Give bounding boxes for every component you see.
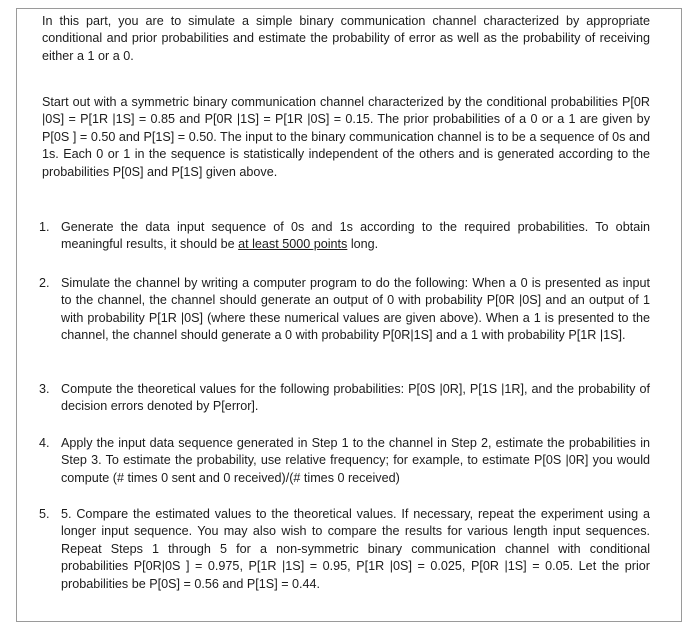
setup-paragraph: Start out with a symmetric binary communication channel characterized by the conditional probabilities P[0R |0S] = P[1R |1S] = 0.85 and P[0R |1S] = P[1R |0S] = 0.15. The prior probabilities of a 0 or a 1 are given by P[0S ] = 0.50 and P[1S] = 0.50. The input to the binary communication channel is to be a sequence of 0s and 1s. Each 0 or 1 in the sequence is statistically independent of the others and is generated according to the probabilities P[0S] and P[1S] given above. bbox=[42, 95, 650, 179]
step-1-text-a: Generate the data input sequence of 0s and 1s according to the required probabilities. To obtain meaningful results, it should be bbox=[61, 220, 650, 252]
step-4-text: Apply the input data sequence generated in Step 1 to the channel in Step 2, estimate the probabilities in Step 3. To estimate the probability, use relative frequency; for example, to estimate P[0S |0R] you would compute (# times 0 sent and 0 received)/(# times 0 received) bbox=[61, 436, 650, 485]
step-number: 4. bbox=[39, 436, 50, 450]
step-1-text-b: long. bbox=[347, 237, 379, 252]
intro-paragraph: In this part, you are to simulate a simple binary communication channel characterized by appropriate conditional and prior probabilities and estimate the probability of error as well as the probability of receiving either a 1 or a 0. bbox=[42, 14, 650, 63]
step-number: 2. bbox=[39, 276, 50, 290]
step-number: 5. bbox=[39, 507, 50, 521]
step-number: 3. bbox=[39, 382, 50, 396]
step-2-text: Simulate the channel by writing a computer program to do the following: When a 0 is presented as input to the channel, the channel should generate an output of 0 with probability P[0R |0S] and an output of 1 with probability P[1R |0S] (where these numerical values are given above). When a 1 is presented to the channel, the channel should generate a 0 with probability P[0R|1S] and a 1 with probability P[1R |1S]. bbox=[61, 276, 650, 343]
step-1-text bbox=[61, 219, 650, 254]
step-number: 1. bbox=[39, 220, 50, 234]
step-1-underlined: at least 5000 points bbox=[238, 237, 348, 252]
step-3-text: Compute the theoretical values for the following probabilities: P[0S |0R], P[1S |1R], and the probability of decision errors denoted by P[error]. bbox=[61, 382, 650, 414]
document-page bbox=[16, 8, 682, 622]
step-5-text: 5. Compare the estimated values to the theoretical values. If necessary, repeat the experiment using a longer input sequence. You may also wish to compare the results for various length input sequences. Repeat Steps 1 through 5 for a non-symmetric binary communication channel with conditional probabilities P[0R|0S ] = 0.975, P[1R |1S] = 0.95, P[1R |0S] = 0.025, P[0R |1S] = 0.05. Let the prior probabilities be P[0S] = 0.56 and P[1S] = 0.44. bbox=[61, 507, 650, 591]
